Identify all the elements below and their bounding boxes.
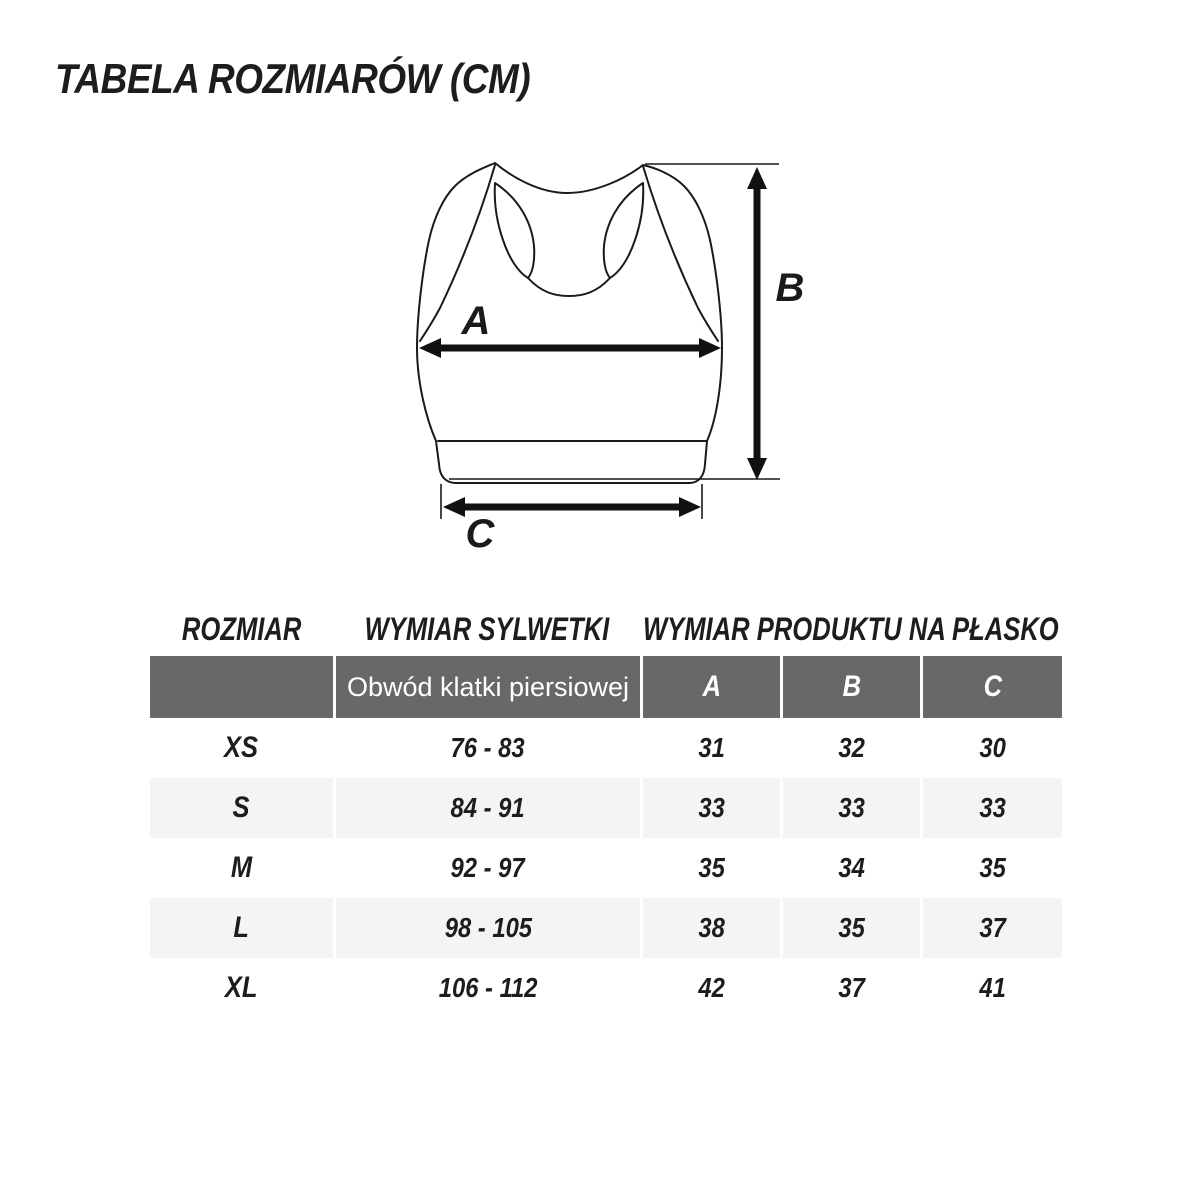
c-value: 30 bbox=[920, 718, 1062, 778]
chest-value: 84 - 91 bbox=[333, 778, 640, 838]
chest-value: 98 - 105 bbox=[333, 898, 640, 958]
table-header-row bbox=[150, 656, 1062, 718]
header-cell-b: B bbox=[780, 656, 920, 718]
bra-diagram-svg bbox=[380, 140, 820, 580]
a-value: 38 bbox=[640, 898, 780, 958]
dimension-a-label: A bbox=[461, 299, 491, 343]
b-value: 37 bbox=[780, 958, 920, 1018]
right-seam-line bbox=[643, 166, 718, 341]
dimension-b-arrow bbox=[747, 167, 767, 480]
group-header-rozmiar: ROZMIAR bbox=[181, 611, 302, 647]
page-title bbox=[55, 55, 595, 103]
c-value: 41 bbox=[920, 958, 1062, 1018]
table-row-l bbox=[150, 898, 1062, 958]
bra-measurement-diagram bbox=[380, 140, 820, 580]
dimension-c-label: C bbox=[465, 512, 495, 556]
right-armhole bbox=[604, 183, 643, 278]
b-value: 35 bbox=[780, 898, 920, 958]
size-label: L bbox=[150, 898, 333, 958]
header-cell-size bbox=[150, 656, 333, 718]
table-group-headers bbox=[150, 610, 1062, 656]
left-armhole bbox=[495, 183, 534, 278]
a-value: 31 bbox=[640, 718, 780, 778]
a-value: 42 bbox=[640, 958, 780, 1018]
c-value: 33 bbox=[920, 778, 1062, 838]
c-value: 37 bbox=[920, 898, 1062, 958]
b-value: 33 bbox=[780, 778, 920, 838]
table-row-xl bbox=[150, 958, 1062, 1018]
size-label: XS bbox=[150, 718, 333, 778]
header-cell-c: C bbox=[920, 656, 1062, 718]
page-title-text: TABELA ROZMIARÓW (CM) bbox=[55, 55, 531, 102]
a-value: 35 bbox=[640, 838, 780, 898]
table-row-xs bbox=[150, 718, 1062, 778]
a-value: 33 bbox=[640, 778, 780, 838]
table-row-s bbox=[150, 778, 1062, 838]
header-cell-chest: Obwód klatki piersiowej bbox=[333, 656, 640, 718]
size-label: XL bbox=[150, 958, 333, 1018]
c-value: 35 bbox=[920, 838, 1062, 898]
b-value: 32 bbox=[780, 718, 920, 778]
header-cell-a: A bbox=[640, 656, 780, 718]
group-header-wymiar-produktu: WYMIAR PRODUKTU NA PŁASKO bbox=[643, 611, 1059, 647]
dimension-b-label: B bbox=[775, 266, 805, 310]
chest-value: 106 - 112 bbox=[333, 958, 640, 1018]
back-panel-curve bbox=[528, 278, 610, 296]
table-row-m bbox=[150, 838, 1062, 898]
size-label: S bbox=[150, 778, 333, 838]
chest-value: 92 - 97 bbox=[333, 838, 640, 898]
size-table bbox=[150, 610, 1062, 1018]
group-header-wymiar-sylwetki: WYMIAR SYLWETKI bbox=[364, 611, 609, 647]
size-label: M bbox=[150, 838, 333, 898]
b-value: 34 bbox=[780, 838, 920, 898]
chest-value: 76 - 83 bbox=[333, 718, 640, 778]
